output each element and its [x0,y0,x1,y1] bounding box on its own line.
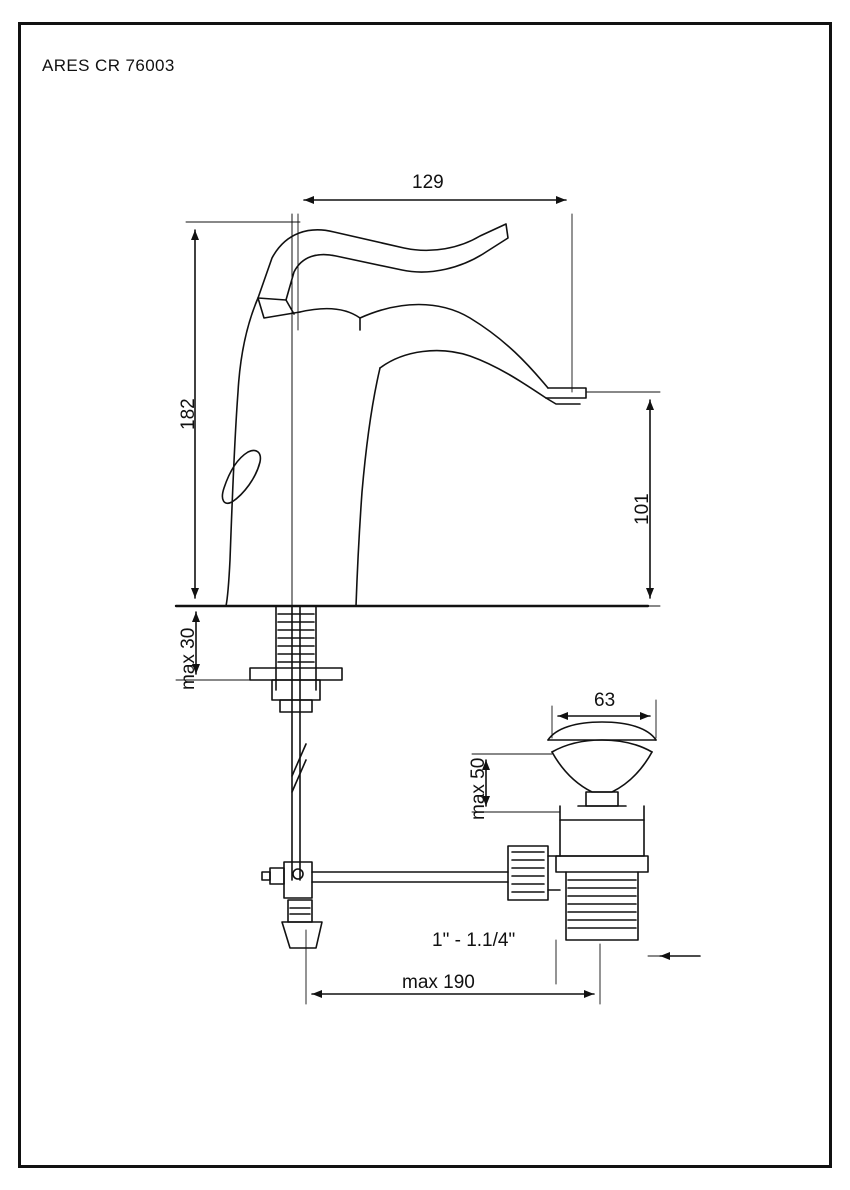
dimension-label-total-height: 182 [178,398,199,430]
dimension-label-spout-reach: 129 [412,172,444,193]
dimension-label-max-rod-length: max 190 [402,972,475,993]
dimension-label-waste-thread: 1" - 1.1/4" [432,930,516,951]
dimension-label-spout-height: 101 [632,493,653,525]
dimension-label-waste-flange-diameter: 63 [594,690,616,711]
dimension-label-max-deck-thickness: max 30 [178,627,199,690]
page-title: ARES CR 76003 [42,56,175,75]
dimension-label-max-waste-depth: max 50 [468,757,489,820]
